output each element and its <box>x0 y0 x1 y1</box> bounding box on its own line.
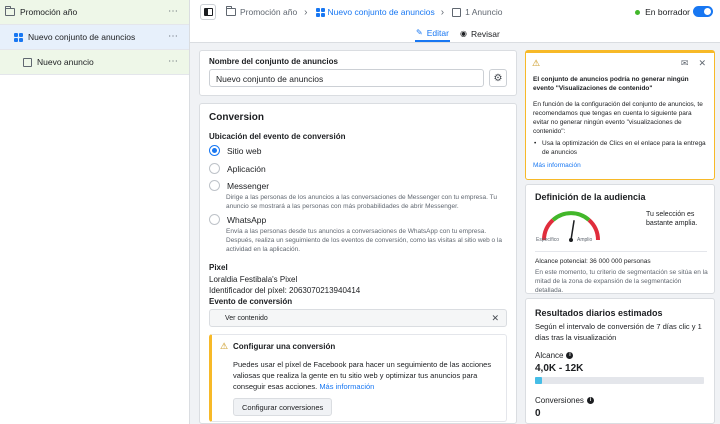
setup-conversion-alert <box>209 334 507 422</box>
tree-item-ad[interactable] <box>0 50 189 75</box>
divider <box>535 251 707 252</box>
close-icon[interactable]: ✕ <box>698 58 706 68</box>
sidebar-toggle-button[interactable] <box>200 4 216 20</box>
warning-body: En función de la configuración del conjunto de anuncios, te recomendamos que tengas en cuenta lo siguiente para evitar no generar ningún evento "visualizaciones de contenido": <box>533 101 703 135</box>
chevron-right-icon: › <box>304 6 308 18</box>
breadcrumb-label: Promoción año <box>240 7 298 17</box>
tab-label: Editar <box>426 27 449 38</box>
audience-title: Definición de la audiencia <box>535 192 646 202</box>
more-options-icon[interactable]: ⋯ <box>168 6 179 17</box>
conversions-label-text: Conversiones <box>535 396 584 405</box>
radio-button[interactable] <box>209 163 220 174</box>
publish-toggle[interactable] <box>693 6 713 17</box>
reach-bar <box>535 377 704 384</box>
feedback-icon[interactable]: ✉ <box>680 58 689 68</box>
results-description: Según el intervalo de conversión de 7 días clic y 1 días tras la visualización <box>535 322 702 342</box>
info-icon[interactable]: i <box>566 352 573 359</box>
gear-icon[interactable]: ⚙ <box>489 69 507 87</box>
radio-label: Messenger <box>227 180 270 191</box>
tree-item-campaign[interactable] <box>0 0 189 25</box>
results-title: Resultados diarios estimados <box>535 308 663 318</box>
ad-square-icon <box>452 8 461 17</box>
pixel-name: Loraldia Festibala's Pixel <box>209 275 298 284</box>
radio-label: Aplicación <box>227 163 266 174</box>
tree-item-label: Nuevo conjunto de anuncios <box>28 32 136 42</box>
breadcrumb-ads[interactable] <box>452 7 502 17</box>
conversions-label <box>535 396 594 405</box>
tab-review[interactable] <box>460 25 500 42</box>
warning-icon: ⚠ <box>532 58 541 68</box>
chevron-right-icon: › <box>440 6 445 18</box>
ad-square-icon <box>23 58 32 67</box>
reach-label <box>535 351 573 360</box>
radio-option-messenger[interactable] <box>209 180 269 191</box>
audience-note: Tu selección es bastante amplia. <box>646 211 698 227</box>
breadcrumb-label: Nuevo conjunto de anuncios <box>327 7 435 17</box>
close-icon[interactable]: ✕ <box>491 313 499 323</box>
reach-bar-fill <box>535 377 542 384</box>
learn-more-link[interactable]: Más información <box>533 162 581 169</box>
gauge-min-label: Específico <box>536 237 560 243</box>
daily-results-card <box>525 298 715 424</box>
learn-more-link[interactable]: Más información <box>319 382 375 391</box>
reach-value: 4,0K - 12K <box>535 363 584 374</box>
folder-icon <box>5 8 15 16</box>
warning-bullet: • Usa la optimización de Clics en el enlace para la entrega de anuncios <box>533 139 709 157</box>
tab-label: Revisar <box>470 28 500 39</box>
adset-name-label: Nombre del conjunto de anuncios <box>209 57 338 66</box>
no-events-warning-card <box>525 50 715 180</box>
tab-edit[interactable] <box>415 25 450 42</box>
folder-icon <box>226 8 236 16</box>
alert-text: Puedes usar el píxel de Facebook para hacer un seguimiento de las acciones valiosas que realiza la gente en tu sitio web y optimizar tus anuncios para conseguir esas acciones. <box>233 360 492 391</box>
card-actions <box>671 58 706 69</box>
audience-description: En este momento, tu criterio de segmentación se sitúa en la mitad de la zona de expansión de la segmentación detallada. <box>535 269 708 294</box>
radio-label: WhatsApp <box>227 214 267 225</box>
top-bar <box>190 0 720 24</box>
radio-option-website[interactable] <box>209 145 262 156</box>
adset-name-input[interactable]: Nuevo conjunto de anuncios <box>209 69 484 87</box>
breadcrumb-adset[interactable] <box>316 7 435 17</box>
tab-bar <box>190 24 720 43</box>
select-value: Ver contenido <box>225 315 268 322</box>
radio-button[interactable] <box>209 180 220 191</box>
sidebar-icon <box>204 8 213 16</box>
gauge-needle <box>571 220 574 240</box>
tree-item-label: Promoción año <box>20 7 78 17</box>
more-options-icon[interactable]: ⋯ <box>168 56 179 67</box>
pixel-id: Identificador del píxel: 2063070213940414 <box>209 286 361 295</box>
status-label: En borrador <box>645 7 690 17</box>
warning-icon: ⚠ <box>220 341 229 351</box>
section-title: Conversion <box>209 112 265 123</box>
conversion-event-label: Evento de conversión <box>209 297 293 306</box>
audience-definition-card <box>525 184 715 294</box>
alert-body <box>233 359 498 392</box>
radio-option-whatsapp[interactable] <box>209 214 266 225</box>
eye-icon: ◉ <box>460 29 467 38</box>
potential-reach: Alcance potencial: 36 000 000 personas <box>535 258 651 265</box>
conversion-card <box>199 103 517 424</box>
warning-title: El conjunto de anuncios podría no generar ningún evento "Visualizaciones de contenido" <box>533 76 689 92</box>
reach-label-text: Alcance <box>535 351 564 360</box>
info-icon[interactable]: i <box>587 397 594 404</box>
conversion-event-select[interactable] <box>209 309 507 327</box>
radio-label: Sitio web <box>227 145 262 156</box>
tree-item-adset[interactable] <box>0 25 189 50</box>
draft-status <box>635 7 690 17</box>
messenger-description: Dirige a las personas de los anuncios a las conversaciones de Messenger con tu empresa. Tu anuncio se mostrará a las personas con más probabilidades de abrir Messenger. <box>226 194 497 210</box>
adset-grid-icon <box>316 8 325 17</box>
conversions-value: 0 <box>535 408 541 419</box>
radio-button[interactable] <box>209 214 220 225</box>
pencil-icon: ✎ <box>416 28 423 37</box>
whatsapp-description: Envía a las personas desde tus anuncios a conversaciones de WhatsApp con tu empresa. Después, realiza un seguimiento de los eventos de conversión, como las visitas al sitio web o la actividad en la aplicación. <box>226 228 503 253</box>
status-dot <box>635 10 640 15</box>
more-options-icon[interactable]: ⋯ <box>168 31 179 42</box>
gauge-max-label: Amplio <box>577 237 593 243</box>
adset-grid-icon <box>14 33 23 42</box>
pixel-label: Pixel <box>209 263 228 272</box>
breadcrumb-label: 1 Anuncio <box>465 7 503 17</box>
adset-name-card <box>199 50 517 96</box>
campaign-tree <box>0 0 190 424</box>
radio-option-app[interactable] <box>209 163 266 174</box>
tree-item-label: Nuevo anuncio <box>37 57 94 67</box>
conversion-location-label: Ubicación del evento de conversión <box>209 132 346 141</box>
alert-title: Configurar una conversión <box>233 342 336 351</box>
breadcrumb-campaign[interactable] <box>226 7 308 18</box>
configure-conversions-button[interactable]: Configurar conversiones <box>233 398 332 416</box>
radio-button[interactable] <box>209 145 220 156</box>
